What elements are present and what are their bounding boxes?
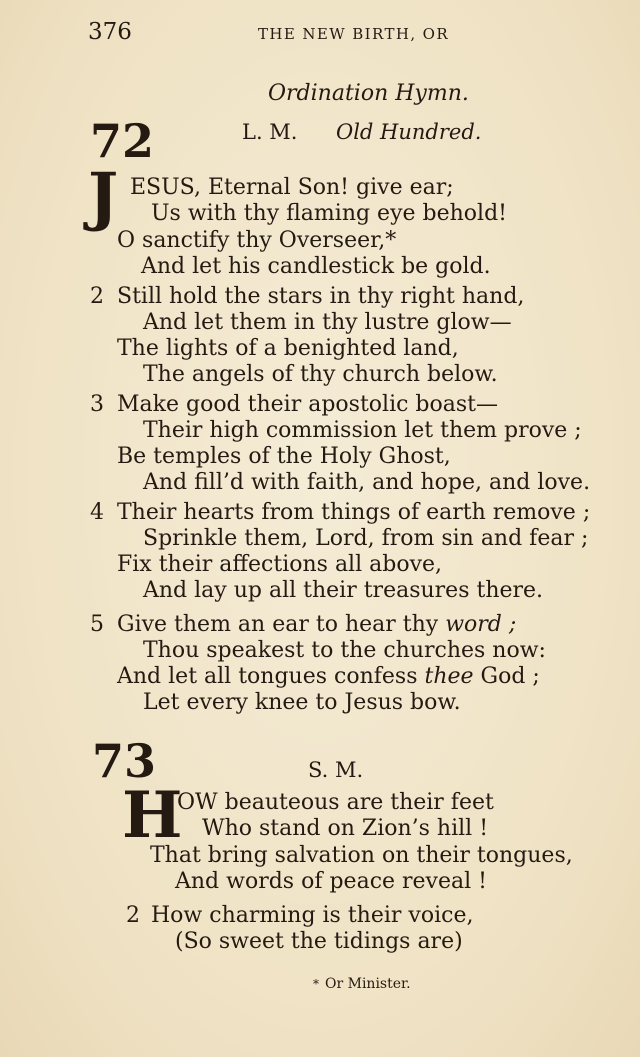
hymn-72-v5-line3: And let all tongues confess thee God ; [117,664,540,689]
hymn-72-v1-line2: Us with thy flaming eye behold! [151,201,507,226]
hymn-72-v2-line1: Still hold the stars in thy right hand, [117,284,525,309]
footnote-mark: * [313,977,319,991]
hymn-72-v3-line3: Be temples of the Holy Ghost, [117,444,451,469]
emphasis-word: word ; [445,612,517,637]
hymn-73-v1-line1: OW beauteous are their feet [177,790,494,815]
hymn-72-v5-line2: Thou speakest to the churches now: [143,638,546,663]
hymn-72-v4-line3: Fix their affections all above, [117,552,443,577]
hymn-72-v2-line3: The lights of a benighted land, [117,336,459,361]
hymn-72-v4-line4: And lay up all their treasures there. [143,578,544,603]
hymn-72-v5-line4: Let every knee to Jesus bow. [143,690,461,715]
hymn-72-v5-number: 5 [90,612,104,637]
hymn-72-v4-line2: Sprinkle them, Lord, from sin and fear ; [143,526,589,551]
hymn-73-number: 73 [92,734,157,788]
hymn-73-v1-line2: Who stand on Zion’s hill ! [202,816,489,841]
footnote-text: Or Minister. [325,976,411,992]
hymn-72-meter: L. M. [242,120,298,144]
hymn-72-v2-line4: The angels of thy church below. [143,362,498,387]
hymn-73-v2-number: 2 [126,903,140,928]
hymn-72-v5-line1: Give them an ear to hear thy word ; [117,612,517,637]
occasion-heading: Ordination Hymn. [268,81,469,106]
hymn-72-number: 72 [90,114,155,168]
hymn-72-v1-line4: And let his candlestick be gold. [141,254,491,279]
hymn-73-v2-line2: (So sweet the tidings are) [175,929,463,954]
hymn-72-v1-line3: O sanctify thy Overseer,* [117,228,397,253]
page-number: 376 [88,19,132,45]
hymn-73-v1-line3: That bring salvation on their tongues, [150,843,573,868]
hymn-72-v3-line4: And fill’d with faith, and hope, and love. [143,470,591,495]
hymn-72-v1-line1: ESUS, Eternal Son! give ear; [130,175,454,200]
hymn-72-v3-number: 3 [90,392,104,417]
hymn-72-v4-number: 4 [90,500,104,525]
hymn-73-meter: S. M. [308,758,364,782]
hymn-73-v2-line1: How charming is their voice, [151,903,474,928]
hymn-72-v2-number: 2 [90,284,104,309]
hymn-72-v2-line2: And let them in thy lustre glow— [143,310,512,335]
hymn-73-dropcap: H [122,778,183,853]
hymn-72-v4-line1: Their hearts from things of earth remove ; [117,500,591,525]
emphasis-thee: thee [424,664,474,689]
running-head: THE NEW BIRTH, OR [258,25,450,43]
hymn-72-v3-line2: Their high commission let them prove ; [143,418,582,443]
hymn-72-dropcap: J [88,159,119,234]
hymn-72-v3-line1: Make good their apostolic boast— [117,392,498,417]
hymn-73-v1-line4: And words of peace reveal ! [175,869,487,894]
hymn-72-tune: Old Hundred. [336,120,482,144]
footnote [313,976,411,992]
